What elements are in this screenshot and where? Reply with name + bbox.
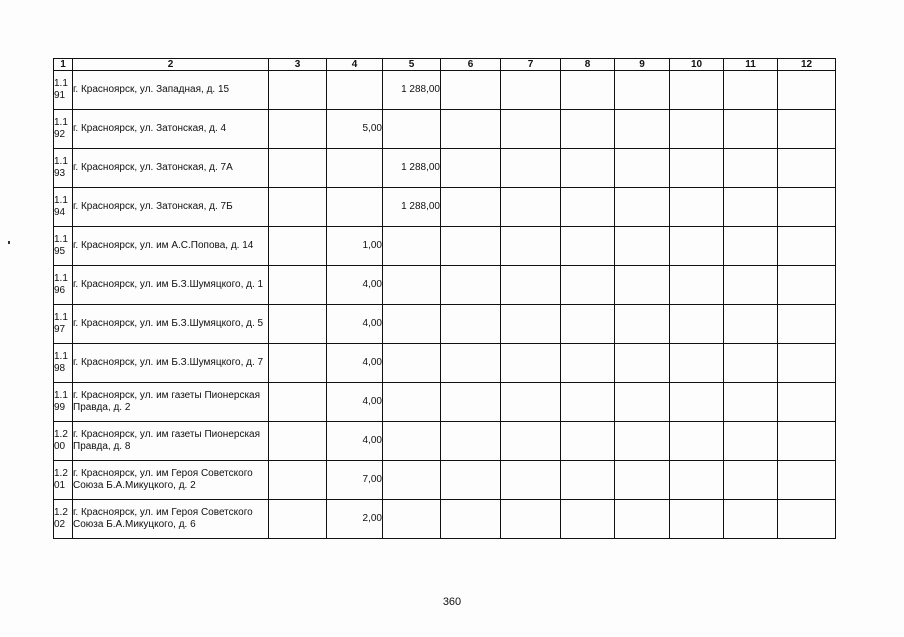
empty-cell xyxy=(501,266,561,305)
empty-cell xyxy=(778,188,836,227)
value-cell-c3 xyxy=(269,500,327,539)
empty-cell xyxy=(561,383,615,422)
empty-cell xyxy=(724,188,778,227)
row-number-part: 93 xyxy=(54,168,66,179)
value-cell-c5 xyxy=(383,266,441,305)
empty-cell xyxy=(501,422,561,461)
value-cell-c5 xyxy=(383,383,441,422)
empty-cell xyxy=(724,149,778,188)
row-number-part: 02 xyxy=(54,519,66,530)
empty-cell xyxy=(561,305,615,344)
address-cell: г. Красноярск, ул. им Б.З.Шумяцкого, д. 7 xyxy=(73,344,269,383)
empty-cell xyxy=(670,110,724,149)
value-cell-c5 xyxy=(383,500,441,539)
row-number-cell xyxy=(54,149,73,188)
empty-cell xyxy=(778,422,836,461)
empty-cell xyxy=(778,227,836,266)
row-number-cell xyxy=(54,383,73,422)
row-number-part: 94 xyxy=(54,207,66,218)
value-cell-c4: 5,00 xyxy=(327,110,383,149)
value-cell-c3 xyxy=(269,422,327,461)
empty-cell xyxy=(441,344,501,383)
row-number-cell xyxy=(54,71,73,110)
address-cell: г. Красноярск, ул. им Героя Советского Союза Б.А.Микуцкого, д. 6 xyxy=(73,500,269,539)
empty-cell xyxy=(501,188,561,227)
empty-cell xyxy=(778,344,836,383)
value-cell-c3 xyxy=(269,227,327,266)
address-cell: г. Красноярск, ул. им Героя Советского Союза Б.А.Микуцкого, д. 2 xyxy=(73,461,269,500)
empty-cell xyxy=(501,500,561,539)
empty-cell xyxy=(670,227,724,266)
row-number-cell xyxy=(54,188,73,227)
column-header: 4 xyxy=(327,59,383,71)
address-cell: г. Красноярск, ул. им А.С.Попова, д. 14 xyxy=(73,227,269,266)
empty-cell xyxy=(615,149,670,188)
empty-cell xyxy=(670,266,724,305)
empty-cell xyxy=(724,383,778,422)
empty-cell xyxy=(441,188,501,227)
empty-cell xyxy=(441,266,501,305)
empty-cell xyxy=(615,71,670,110)
address-cell: г. Красноярск, ул. Затонская, д. 7А xyxy=(73,149,269,188)
empty-cell xyxy=(615,305,670,344)
empty-cell xyxy=(670,383,724,422)
empty-cell xyxy=(561,422,615,461)
scan-speck xyxy=(8,241,10,244)
empty-cell xyxy=(615,188,670,227)
column-header: 6 xyxy=(441,59,501,71)
row-number-part: 1.1 xyxy=(54,390,68,401)
value-cell-c3 xyxy=(269,266,327,305)
value-cell-c4: 4,00 xyxy=(327,422,383,461)
empty-cell xyxy=(441,305,501,344)
row-number-part: 98 xyxy=(54,363,66,374)
table-row xyxy=(54,227,836,266)
row-number-cell xyxy=(54,227,73,266)
table-row xyxy=(54,71,836,110)
value-cell-c4 xyxy=(327,149,383,188)
empty-cell xyxy=(441,71,501,110)
value-cell-c4: 2,00 xyxy=(327,500,383,539)
table-row xyxy=(54,344,836,383)
address-cell: г. Красноярск, ул. им Б.З.Шумяцкого, д. 5 xyxy=(73,305,269,344)
table-row xyxy=(54,266,836,305)
empty-cell xyxy=(724,227,778,266)
empty-cell xyxy=(615,422,670,461)
empty-cell xyxy=(501,344,561,383)
row-number-part: 1.2 xyxy=(54,507,68,518)
empty-cell xyxy=(724,461,778,500)
row-number-part: 92 xyxy=(54,129,66,140)
value-cell-c3 xyxy=(269,149,327,188)
row-number-part: 1.1 xyxy=(54,351,68,362)
empty-cell xyxy=(561,344,615,383)
row-number-part: 1.2 xyxy=(54,468,68,479)
row-number-cell xyxy=(54,344,73,383)
value-cell-c3 xyxy=(269,305,327,344)
empty-cell xyxy=(561,227,615,266)
page-number: 360 xyxy=(442,596,462,608)
empty-cell xyxy=(778,110,836,149)
value-cell-c4 xyxy=(327,71,383,110)
address-cell: г. Красноярск, ул. им газеты Пионерская Правда, д. 2 xyxy=(73,383,269,422)
empty-cell xyxy=(670,422,724,461)
empty-cell xyxy=(724,266,778,305)
row-number-cell xyxy=(54,110,73,149)
empty-cell xyxy=(501,305,561,344)
value-cell-c4: 7,00 xyxy=(327,461,383,500)
empty-cell xyxy=(561,149,615,188)
address-cell: г. Красноярск, ул. Затонская, д. 4 xyxy=(73,110,269,149)
row-number-cell xyxy=(54,266,73,305)
row-number-part: 96 xyxy=(54,285,66,296)
value-cell-c3 xyxy=(269,110,327,149)
column-header: 10 xyxy=(670,59,724,71)
empty-cell xyxy=(501,110,561,149)
empty-cell xyxy=(501,71,561,110)
empty-cell xyxy=(778,383,836,422)
row-number-part: 1.1 xyxy=(54,117,68,128)
value-cell-c3 xyxy=(269,188,327,227)
empty-cell xyxy=(670,461,724,500)
row-number-part: 1.1 xyxy=(54,234,68,245)
value-cell-c4: 4,00 xyxy=(327,305,383,344)
empty-cell xyxy=(778,500,836,539)
value-cell-c5: 1 288,00 xyxy=(383,188,441,227)
empty-cell xyxy=(615,110,670,149)
value-cell-c5 xyxy=(383,344,441,383)
row-number-part: 01 xyxy=(54,480,66,491)
value-cell-c5: 1 288,00 xyxy=(383,71,441,110)
address-cell: г. Красноярск, ул. Затонская, д. 7Б xyxy=(73,188,269,227)
table-row xyxy=(54,110,836,149)
empty-cell xyxy=(501,461,561,500)
row-number-part: 91 xyxy=(54,90,66,101)
value-cell-c3 xyxy=(269,71,327,110)
empty-cell xyxy=(441,227,501,266)
row-number-cell xyxy=(54,305,73,344)
empty-cell xyxy=(615,383,670,422)
value-cell-c5 xyxy=(383,461,441,500)
row-number-part: 1.1 xyxy=(54,312,68,323)
column-header: 5 xyxy=(383,59,441,71)
empty-cell xyxy=(561,71,615,110)
table-row xyxy=(54,188,836,227)
data-table xyxy=(53,58,836,539)
table-row xyxy=(54,461,836,500)
value-cell-c3 xyxy=(269,461,327,500)
row-number-part: 95 xyxy=(54,246,66,257)
row-number-part: 1.1 xyxy=(54,273,68,284)
empty-cell xyxy=(778,71,836,110)
table-row xyxy=(54,305,836,344)
empty-cell xyxy=(724,110,778,149)
empty-cell xyxy=(615,461,670,500)
table-row xyxy=(54,422,836,461)
empty-cell xyxy=(615,344,670,383)
row-number-part: 1.2 xyxy=(54,429,68,440)
empty-cell xyxy=(561,188,615,227)
column-header: 12 xyxy=(778,59,836,71)
column-header: 2 xyxy=(73,59,269,71)
table-header-row xyxy=(54,59,836,71)
value-cell-c3 xyxy=(269,383,327,422)
column-header: 8 xyxy=(561,59,615,71)
empty-cell xyxy=(501,383,561,422)
empty-cell xyxy=(561,500,615,539)
table-row xyxy=(54,149,836,188)
column-header: 1 xyxy=(54,59,73,71)
empty-cell xyxy=(441,110,501,149)
column-header: 9 xyxy=(615,59,670,71)
row-number-part: 1.1 xyxy=(54,156,68,167)
empty-cell xyxy=(670,305,724,344)
empty-cell xyxy=(670,500,724,539)
empty-cell xyxy=(561,110,615,149)
empty-cell xyxy=(615,227,670,266)
empty-cell xyxy=(615,266,670,305)
row-number-part: 97 xyxy=(54,324,66,335)
row-number-cell xyxy=(54,500,73,539)
value-cell-c4: 4,00 xyxy=(327,266,383,305)
empty-cell xyxy=(724,71,778,110)
empty-cell xyxy=(441,383,501,422)
empty-cell xyxy=(441,461,501,500)
empty-cell xyxy=(778,461,836,500)
value-cell-c5 xyxy=(383,227,441,266)
table-row xyxy=(54,383,836,422)
column-header: 11 xyxy=(724,59,778,71)
empty-cell xyxy=(724,422,778,461)
value-cell-c4: 4,00 xyxy=(327,383,383,422)
empty-cell xyxy=(561,461,615,500)
row-number-part: 1.1 xyxy=(54,78,68,89)
empty-cell xyxy=(561,266,615,305)
row-number-part: 00 xyxy=(54,441,66,452)
empty-cell xyxy=(441,149,501,188)
empty-cell xyxy=(441,500,501,539)
empty-cell xyxy=(778,266,836,305)
empty-cell xyxy=(441,422,501,461)
empty-cell xyxy=(670,344,724,383)
column-header: 7 xyxy=(501,59,561,71)
table-row xyxy=(54,500,836,539)
empty-cell xyxy=(670,149,724,188)
value-cell-c5 xyxy=(383,422,441,461)
row-number-part: 99 xyxy=(54,402,66,413)
empty-cell xyxy=(615,500,670,539)
empty-cell xyxy=(501,227,561,266)
value-cell-c4: 1,00 xyxy=(327,227,383,266)
address-cell: г. Красноярск, ул. им Б.З.Шумяцкого, д. 1 xyxy=(73,266,269,305)
value-cell-c4: 4,00 xyxy=(327,344,383,383)
empty-cell xyxy=(724,305,778,344)
address-cell: г. Красноярск, ул. Западная, д. 15 xyxy=(73,71,269,110)
column-header: 3 xyxy=(269,59,327,71)
address-cell: г. Красноярск, ул. им газеты Пионерская Правда, д. 8 xyxy=(73,422,269,461)
value-cell-c5 xyxy=(383,305,441,344)
empty-cell xyxy=(670,71,724,110)
row-number-cell xyxy=(54,422,73,461)
value-cell-c4 xyxy=(327,188,383,227)
empty-cell xyxy=(670,188,724,227)
empty-cell xyxy=(724,500,778,539)
row-number-part: 1.1 xyxy=(54,195,68,206)
value-cell-c5 xyxy=(383,110,441,149)
empty-cell xyxy=(724,344,778,383)
empty-cell xyxy=(778,305,836,344)
empty-cell xyxy=(778,149,836,188)
row-number-cell xyxy=(54,461,73,500)
empty-cell xyxy=(501,149,561,188)
table-body xyxy=(54,71,836,539)
value-cell-c3 xyxy=(269,344,327,383)
value-cell-c5: 1 288,00 xyxy=(383,149,441,188)
